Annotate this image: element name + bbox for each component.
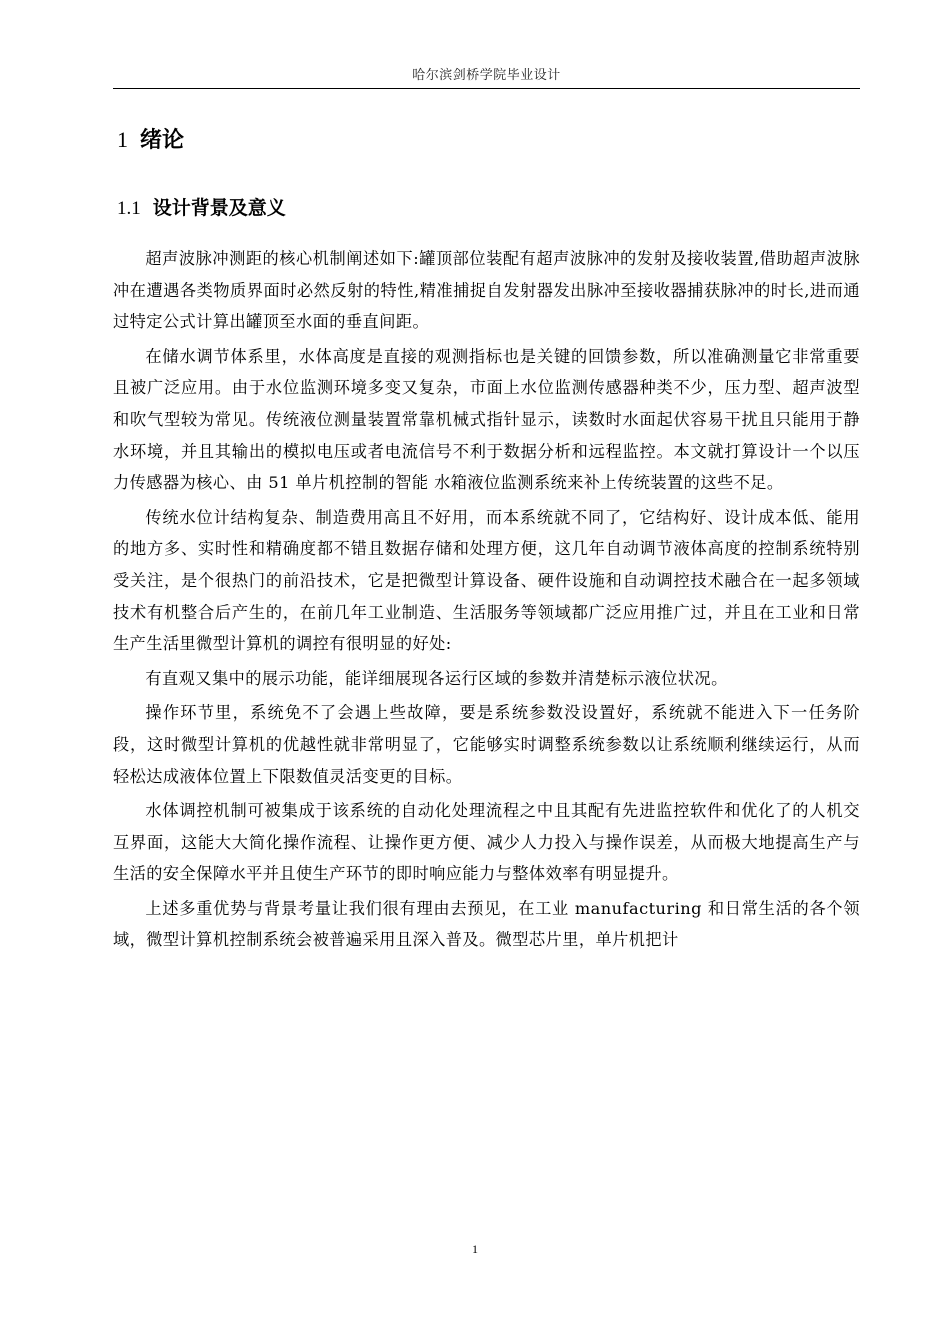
paragraph-ultrasonic-principle: 超声波脉冲测距的核心机制阐述如下:罐顶部位装配有超声波脉冲的发射及接收装置,借助超声波脉冲在遭遇各类物质界面时必然反射的特性,精准捕捉自发射器发出脉冲至接收器捕获脉冲的时长,进而通过特定公式计算出罐顶至水面的垂直间距。 <box>113 249 860 332</box>
chapter-title: 绪论 <box>140 127 185 153</box>
paragraph-automation-integration: 水体调控机制可被集成于该系统的自动化处理流程之中且其配有先进监控软件和优化了的人机交互界面，这能大大简化操作流程、让操作更方便、减少人力投入与操作误差，从而极大地提高生产与生活的安全保障水平并且使生产环节的即时响应能力与整体效率有明显提升。 <box>113 801 860 884</box>
body-text <box>113 243 860 959</box>
running-header: 哈尔滨剑桥学院毕业设计 <box>412 68 561 83</box>
paragraph-water-level-monitoring: 在储水调节体系里，水体高度是直接的观测指标也是关键的回馈参数，所以准确测量它非常重要且被广泛应用。由于水位监测环境多变又复杂，市面上水位监测传感器种类不少，压力型、超声波型和吹气型较为常见。传统液位测量装置常靠机械式指针显示，读数时水面起伏容易干扰且只能用于静水环境，并且其输出的模拟电压或者电流信号不利于数据分析和远程监控。本文就打算设计一个以压力传感器为核心、由 51 单片机控制的智能 水箱液位监测系统来补上传统装置的这些不足。 <box>113 346 860 493</box>
page-number: 1 <box>472 1242 478 1256</box>
chapter-number: 1 <box>117 127 128 152</box>
section-number: 1.1 <box>117 198 141 219</box>
paragraph-parameter-adjustment: 操作环节里，系统免不了会遇上些故障，要是系统参数没设置好，系统就不能进入下一任务阶段，这时微型计算机的优越性就非常明显了，它能够实时调整系统参数以让系统顺利继续运行，从而轻松达成液体位置上下限数值灵活变更的目标。 <box>113 703 860 786</box>
paragraph-system-advantages: 传统水位计结构复杂、制造费用高且不好用，而本系统就不同了，它结构好、设计成本低、能用的地方多、实时性和精确度都不错且数据存储和处理方便，这几年自动调节液体高度的控制系统特别受关注，是个很热门的前沿技术，它是把微型计算设备、硬件设施和自动调控技术融合在一起多领域技术有机整合后产生的，在前几年工业制造、生活服务等领域都广泛应用推广过，并且在工业和日常生产生活里微型计算机的调控有很明显的好处: <box>113 507 860 654</box>
paragraph-display-function: 有直观又集中的展示功能，能详细展现各运行区域的参数并清楚标示液位状况。 <box>145 668 728 688</box>
section-heading <box>117 192 286 225</box>
chapter-heading <box>117 122 184 158</box>
section-title: 设计背景及意义 <box>152 197 286 219</box>
header-divider <box>113 88 860 89</box>
paragraph-outlook: 上述多重优势与背景考量让我们很有理由去预见，在工业 manufacturing 和日常生活的各个领域，微型计算机控制系统会被普遍采用且深入普及。微型芯片里，单片机把计 <box>113 898 860 950</box>
